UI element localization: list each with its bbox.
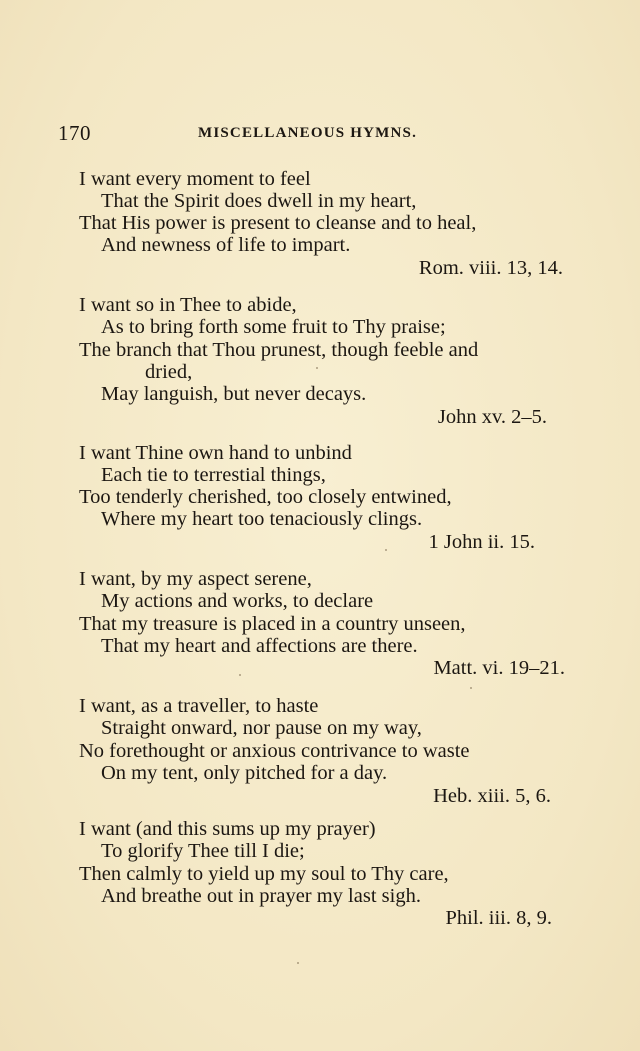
stanza-line: I want every moment to feel [79,168,311,190]
stanza-line: Each tie to terrestial things, [101,464,326,486]
stanza-line: That my treasure is placed in a country unseen, [79,613,466,635]
paper-speck [316,367,318,369]
stanza-line: And newness of life to impart. [101,234,351,256]
scripture-reference: Heb. xiii. 5, 6. [433,785,551,807]
stanza-line: That my heart and affections are there. [101,635,418,657]
stanza-line: Too tenderly cherished, too closely entwined, [79,486,452,508]
scripture-reference: Matt. vi. 19–21. [433,657,565,679]
stanza-line: My actions and works, to declare [101,590,374,612]
stanza-line: I want so in Thee to abide, [79,294,297,316]
paper-speck [385,549,387,551]
stanza-line: I want Thine own hand to unbind [79,442,352,464]
scripture-reference: John xv. 2–5. [437,406,547,428]
scripture-reference: 1 John ii. 15. [428,531,535,553]
stanza-line: That the Spirit does dwell in my heart, [101,190,417,212]
scripture-reference: Phil. iii. 8, 9. [445,907,552,929]
stanza-line: No forethought or anxious contrivance to waste [79,740,470,762]
scripture-reference: Rom. viii. 13, 14. [418,257,563,279]
stanza-line: As to bring forth some fruit to Thy praise; [101,316,446,338]
stanza-line: Straight onward, nor pause on my way, [101,717,422,739]
stanza-line: Where my heart too tenaciously clings. [101,508,423,530]
stanza-line: And breathe out in prayer my last sigh. [101,885,421,907]
paper-speck [297,962,299,964]
stanza-line: Then calmly to yield up my soul to Thy care, [79,863,449,885]
stanza-line: dried, [145,361,193,383]
stanza-line: That His power is present to cleanse and to heal, [79,212,477,234]
running-head: MISCELLANEOUS HYMNS. [198,125,418,141]
stanza-line: To glorify Thee till I die; [101,840,305,862]
stanza-line: I want, by my aspect serene, [79,568,312,590]
stanza-line: I want, as a traveller, to haste [79,695,319,717]
page-header [58,121,618,149]
paper-speck [470,687,472,689]
paper-speck [239,674,241,676]
page-number: 170 [58,121,91,145]
stanza-line: On my tent, only pitched for a day. [101,762,388,784]
stanza-line: May languish, but never decays. [101,383,367,405]
stanza-line: The branch that Thou prunest, though feeble and [79,339,479,361]
stanza-line: I want (and this sums up my prayer) [79,818,376,840]
